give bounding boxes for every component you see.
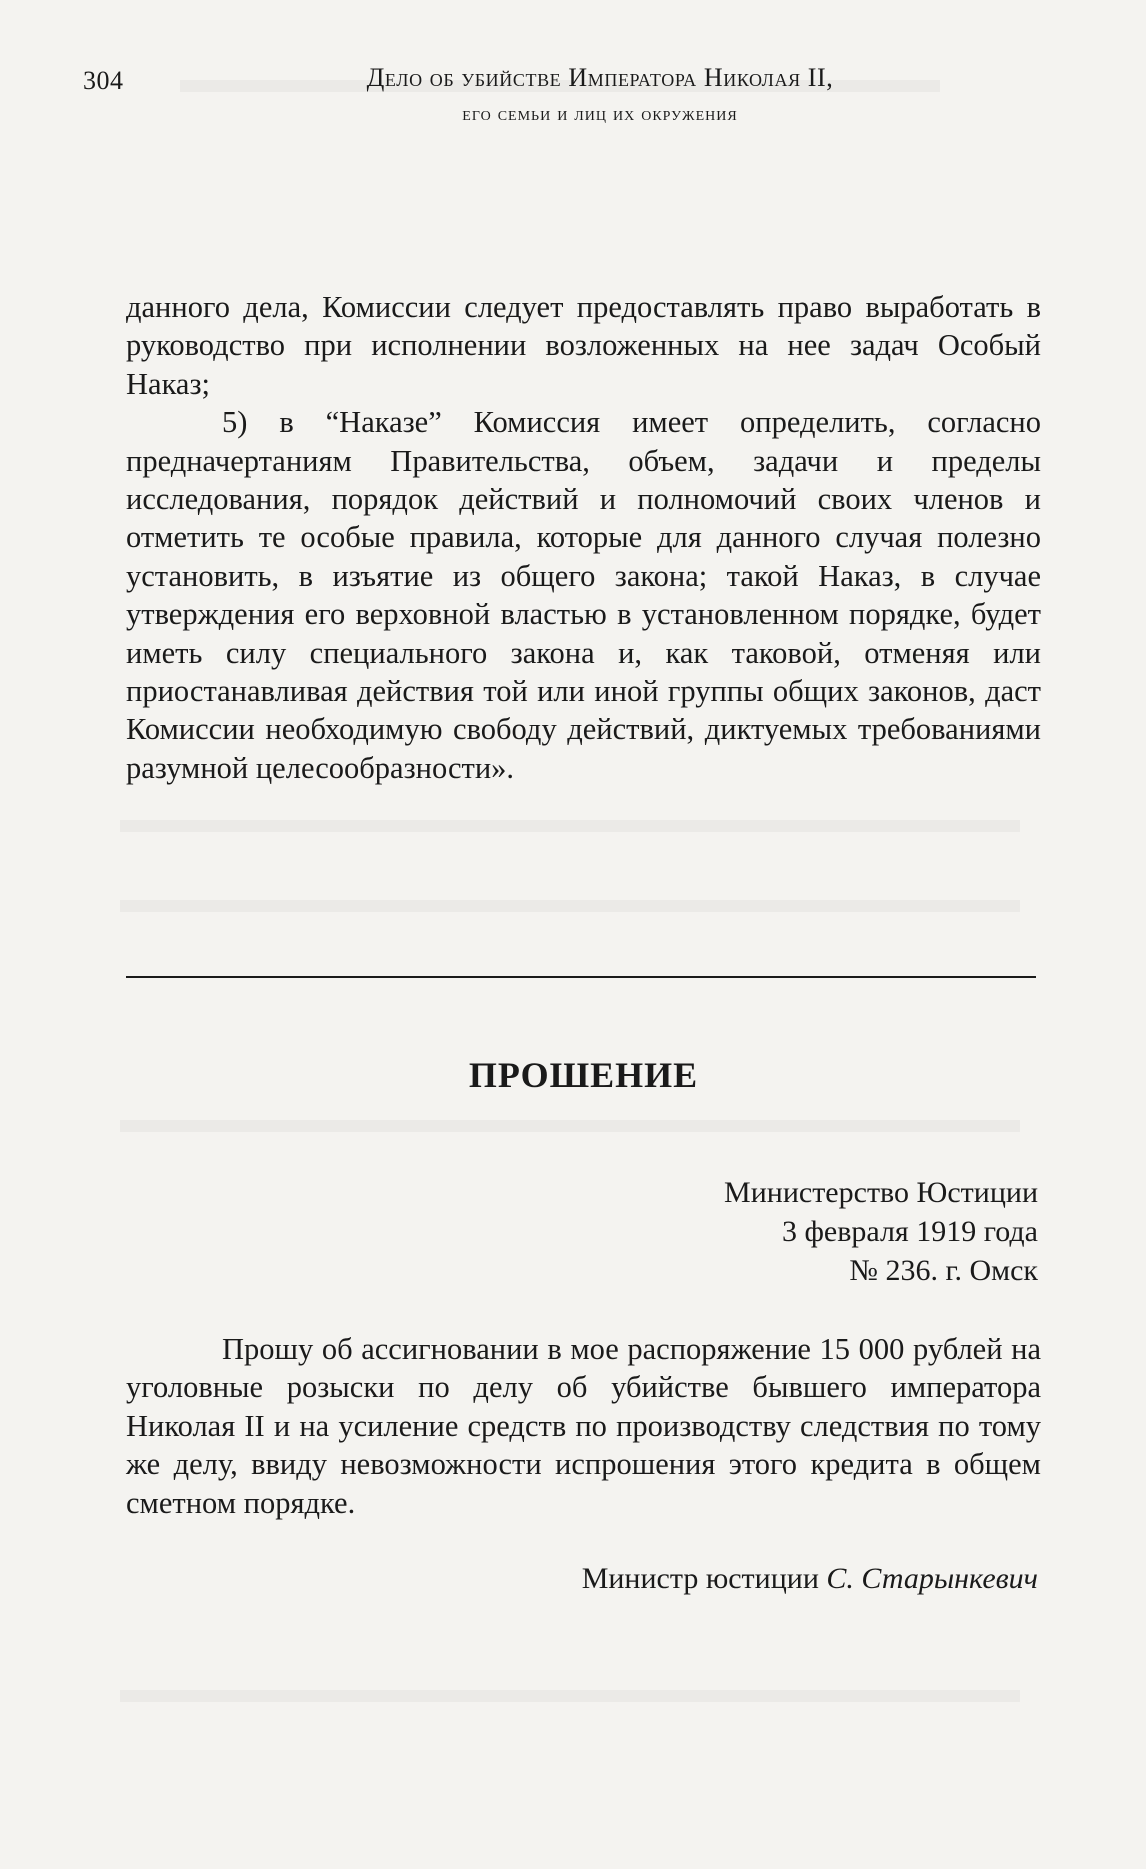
signature-title: Министр юстиции (581, 1562, 819, 1595)
running-header-line-1: Дело об убийстве Императора Николая II, (366, 63, 834, 92)
document-date: 3 февраля 1919 года (781, 1215, 1038, 1248)
bleed-through (120, 820, 1020, 832)
running-header-line-2: его семьи и лиц их окружения (462, 103, 738, 125)
petition-body (126, 1330, 1041, 1522)
bleed-through (120, 900, 1020, 912)
continued-text (126, 288, 1041, 787)
page-number: 304 (83, 66, 124, 95)
continued-paragraph: 5) в “Наказе” Комиссия имеет определить, согласно предначертаниям Правительства, объем, задачи и пределы исследования, порядок действий и полномочий своих членов и отметить те особые правила, которые для данного случая полезно установить, в изъятие из общего закона; такой Наказ, в случае утверждения его верховной властью в установленном порядке, будет иметь силу специального закона и, как таковой, отменяя или приостанавливая действия той или иной группы общих законов, даст Комиссии необходимую свободу действий, диктуемых требованиями разумной целесообразности». (126, 405, 1041, 785)
continued-paragraph: данного дела, Комиссии следует предоставлять право выработать в руководство при исполнении возложенных на нее задач Особый Наказ; (126, 290, 1041, 401)
petition-paragraph: Прошу об ассигновании в мое распоряжение 15 000 рублей на уголовные розыски по делу об убийстве бывшего императора Николая II и на усиление средств по производству следствия по тому же делу, ввиду невозможности испрошения этого кредита в общем сметном порядке. (126, 1332, 1041, 1520)
signature (582, 1562, 1038, 1596)
institution: Министерство Юстиции (724, 1176, 1038, 1209)
section-divider (126, 976, 1036, 978)
running-header (250, 60, 950, 132)
bleed-through (120, 1120, 1020, 1132)
document-number: № 236. г. Омск (849, 1254, 1038, 1287)
document-title: ПРОШЕНИЕ (468, 1055, 699, 1095)
signature-name: С. Старынкевич (826, 1562, 1038, 1595)
bleed-through (120, 1690, 1020, 1702)
